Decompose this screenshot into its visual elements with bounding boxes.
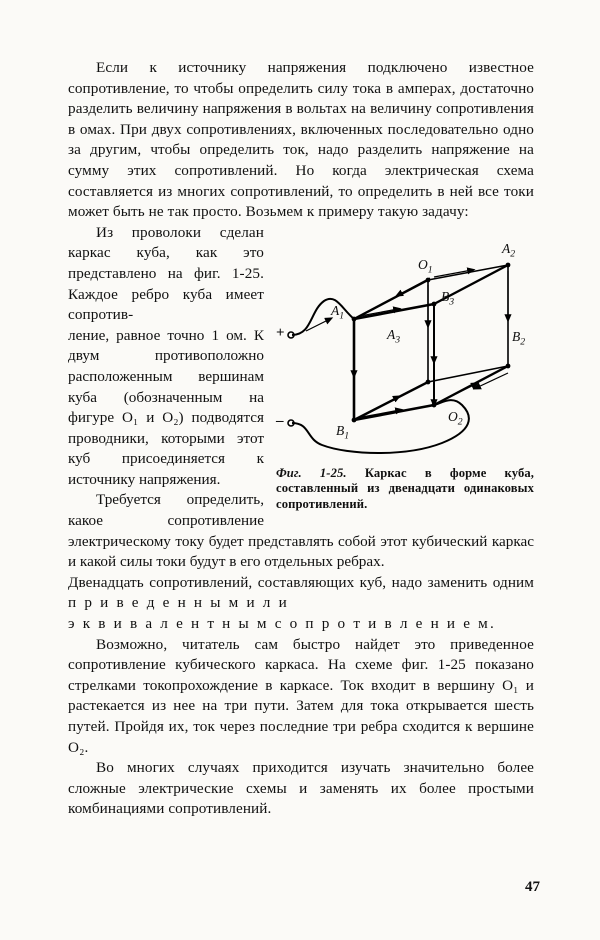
paragraph-2-narrow: ление, равное точно 1 ом. К двум противоположно расположенным вершинам куба (обозначенным на фигуре O₁ и O₂) подводятся проводники, которыми этот куб присоединяется к источнику напряжения.: [68, 326, 264, 488]
page-content: [68, 58, 534, 820]
paragraph-3-tail: [68, 573, 534, 635]
page-number: 47: [525, 879, 540, 895]
vertex-label-a3: $A_3$: [387, 326, 401, 346]
paragraph-4: Возможно, читатель сам быстро найдет это приведенное сопротивление кубического каркаса. На схеме фиг. 1-25 показано стрелками токопрохождение в каркасе. Ток входит в вершину O₁ и растекается из нее на три пути. Затем для тока открывается шесть путей. Пройдя их, ток через последние три ребра сходится к вершине O₂.: [68, 635, 534, 756]
figure-drawing: [276, 227, 534, 462]
figure-1-25: [276, 227, 534, 512]
vertex-label-b1: $B_1$: [336, 422, 350, 442]
vertex-label-b2: $B_2$: [512, 328, 526, 348]
vertex-label-a2: $A_2$: [502, 240, 516, 260]
p3-spaced-2: э к в и в а л е н т н ы м с о п р о т и в л е н и е м.: [68, 615, 496, 633]
vertex-label-o2: $O_2$: [448, 408, 463, 428]
p3-spaced-1: п р и в е д е н н ы м и л и: [68, 594, 289, 612]
p3-tail-text: Двенадцать сопротивлений, составляющих куб, надо заменить одним: [68, 573, 534, 591]
terminal-plus-label: +: [276, 324, 285, 341]
paragraph-2-lead: Из проволоки сделан каркас куба, как это представлено на фиг. 1-25. Каждое ребро куба имеет сопротив-: [68, 223, 264, 324]
figure-caption-text: Каркас в форме куба, составленный из двенадцати одинаковых сопротивлений.: [276, 465, 534, 511]
figure-caption: [276, 466, 534, 512]
paragraph-5: Во многих случаях приходится изучать значительно более сложные электрические схемы и заменять их более простыми комбинациями сопротивлений.: [68, 759, 534, 818]
vertex-label-o1: $O_1$: [418, 256, 433, 276]
figure-text-wrap: [68, 223, 534, 573]
cube-diagram-svg: [276, 227, 534, 462]
figure-caption-label: Фиг. 1-25.: [276, 465, 347, 480]
vertex-label-a1: $A_1$: [331, 302, 345, 322]
paragraph-3-narrow: Требуется определить, какое сопротивление электрическому току будет представлять собой этот кубический каркас и какой силы токи будут в его отдельных ребрах.: [68, 491, 534, 571]
vertex-label-b3: $B_3$: [441, 288, 455, 308]
terminal-minus-label: –: [276, 412, 284, 429]
paragraph-1: Если к источнику напряжения подключено известное сопротивление, то чтобы определить силу тока в амперах, достаточно разделить величину напряжения в вольтах на величину сопротивления в омах. При двух сопротивлениях, включенных последовательно одно за другим, чтобы определить ток, надо разделить напряжение на сумму этих сопротивлений. Но когда электрическая схема составляется из многих сопротивлений, то определить в ней все токи может быть не так просто. Возьмем к примеру такую задачу:: [68, 59, 534, 221]
